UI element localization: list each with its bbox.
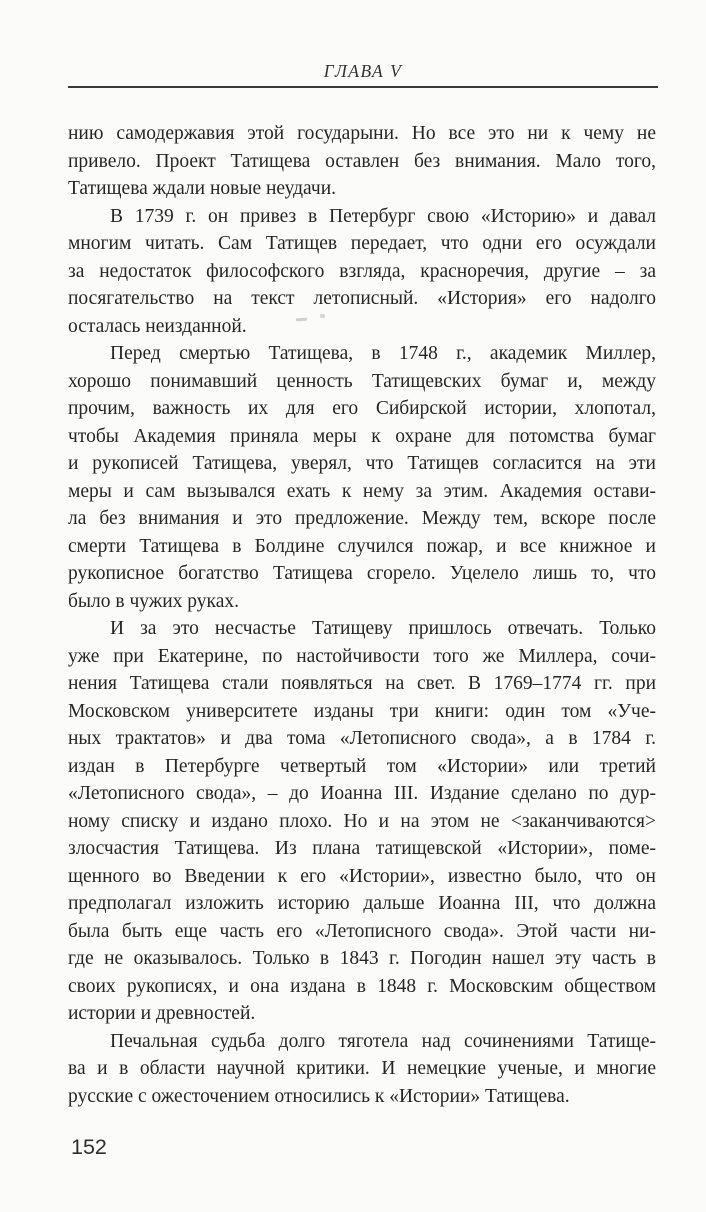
- text-line: ных трактатов» и два тома «Летописного свода», а в 1784 г.: [68, 728, 656, 749]
- text-line: было в чужих руках.: [68, 590, 239, 612]
- text-line: предполагал изложить историю дальше Иоанна III, что должна: [68, 893, 656, 914]
- scan-speck: [296, 318, 307, 322]
- text-line: многим читать. Сам Татищев передает, что одни его осуждали: [68, 233, 656, 254]
- text-line: прочим, важность их для его Сибирской истории, хлопотал,: [68, 398, 656, 419]
- page-number: 152: [71, 1135, 107, 1159]
- text-line: ва и в области научной критики. И немецкие ученые, и многие: [68, 1058, 656, 1079]
- text-line: была быть еще часть его «Летописного свода». Этой части ни-: [68, 920, 656, 942]
- text-line: и рукописей Татищева, уверял, что Татищев согласится на эти: [68, 453, 656, 474]
- text-line: осталась неизданной.: [68, 315, 247, 337]
- text-line: нию самодержавия этой государыни. Но все это ни к чему не: [68, 123, 656, 144]
- text-line: уже при Екатерине, по настойчивости того же Миллера, сочи-: [68, 645, 656, 667]
- text-line: истории и древностей.: [68, 1003, 256, 1024]
- text-line: посягательство на текст летописный. «История» его надолго: [68, 288, 656, 309]
- text-line: ному списку и издано плохо. Но и на этом не <заканчиваются>: [68, 810, 656, 832]
- body-text: [68, 120, 656, 1110]
- text-line: чтобы Академия приняла меры к охране для потомства бумаг: [68, 425, 656, 447]
- paragraph: [68, 340, 656, 615]
- text-line: И за это несчастье Татищеву пришлось отвечать. Только: [110, 618, 656, 639]
- scan-speck: [320, 314, 326, 319]
- chapter-header: [68, 61, 658, 88]
- text-line: «Летописного свода», – до Иоанна III. Издание сделано по дур-: [68, 783, 656, 804]
- text-line: В 1739 г. он привез в Петербург свою «Историю» и давал: [110, 205, 656, 227]
- text-line: своих рукописях, и она издана в 1848 г. Московским обществом: [68, 975, 656, 997]
- text-line: смерти Татищева в Болдине случился пожар, и все книжное и: [68, 535, 656, 557]
- text-line: Перед смертью Татищева, в 1748 г., академик Миллер,: [110, 343, 656, 364]
- chapter-title: ГЛАВА V: [323, 61, 403, 81]
- text-line: хорошо понимавший ценность Татищевских бумаг и, между: [68, 370, 656, 392]
- paragraph: [68, 1028, 656, 1111]
- text-line: нения Татищева стали появляться на свет. В 1769–1774 гг. при: [68, 673, 656, 694]
- text-line: за недостаток философского взгляда, красноречия, другие – за: [68, 260, 656, 282]
- paragraph: [68, 120, 656, 203]
- text-line: где не оказывалось. Только в 1843 г. Погодин нашел эту часть в: [68, 948, 656, 969]
- text-line: злосчастия Татищева. Из плана татищевской «Истории», поме-: [68, 838, 656, 859]
- paragraph: [68, 203, 656, 341]
- text-line: меры и сам вызывался ехать к нему за этим. Академия остави-: [68, 480, 656, 502]
- text-line: привело. Проект Татищева оставлен без внимания. Мало того,: [68, 150, 656, 172]
- text-line: Московском университете изданы три книги: один том «Уче-: [68, 700, 656, 722]
- text-line: рукописное богатство Татищева сгорело. Уцелело лишь то, что: [68, 563, 656, 584]
- text-line: издан в Петербурге четвертый том «Истории» или третий: [68, 755, 656, 777]
- paragraph: [68, 615, 656, 1028]
- text-line: Печальная судьба долго тяготела над сочинениями Татище-: [110, 1030, 656, 1052]
- text-line: ла без внимания и это предложение. Между тем, вскоре после: [68, 508, 656, 529]
- text-line: щенного во Введении к его «Истории», известно было, что он: [68, 865, 656, 887]
- text-line: русские с ожесточением относились к «Истории» Татищева.: [68, 1085, 570, 1107]
- text-line: Татищева ждали новые неудачи.: [68, 178, 337, 199]
